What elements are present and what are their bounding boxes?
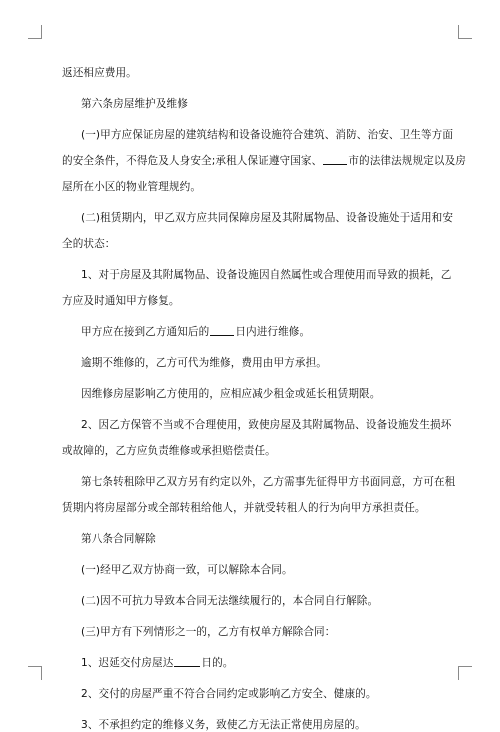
text-line: 3、不承担约定的维修义务，致使乙方无法正常使用房屋的。 xyxy=(81,719,366,731)
text-line: 返还相应费用。 xyxy=(62,67,137,79)
section-heading: 第八条合同解除 xyxy=(81,533,156,545)
text-line: (一)甲方应保证房屋的建筑结构和设备设施符合建筑、消防、治安、卫生等方面 xyxy=(81,129,454,141)
fill-in-blank xyxy=(323,154,347,165)
text-line: (三)甲方有下列情形之一的，乙方有权单方解除合同： xyxy=(81,626,336,638)
text-line: 逾期不维修的，乙方可代为维修，费用由甲方承担。 xyxy=(81,357,327,369)
text-segment: 的安全条件，不得危及人身安全;承租人保证遵守国家、 xyxy=(62,155,323,167)
text-line: 第七条转租除甲乙双方另有约定以外，乙方需事先征得甲方书面同意，方可在租 xyxy=(81,476,456,488)
text-line-with-blank xyxy=(81,656,233,670)
text-line: 2、交付的房屋严重不符合合同约定或影响乙方安全、健康的。 xyxy=(81,688,377,700)
crop-mark-top-right-h xyxy=(458,38,472,39)
text-line: 因维修房屋影响乙方使用的，应相应减少租金或延长租赁期限。 xyxy=(81,388,381,400)
fill-in-blank xyxy=(174,656,200,667)
crop-mark-bottom-left-h xyxy=(28,666,42,667)
crop-mark-top-left-h xyxy=(28,38,42,39)
text-line: 2、因乙方保管不当或不合理使用，致使房屋及其附属物品、设备设施发生损坏 xyxy=(81,419,452,431)
text-segment: 甲方应在接到乙方通知后的 xyxy=(81,326,210,338)
fill-in-blank xyxy=(210,325,234,336)
text-line-with-blank xyxy=(81,325,310,339)
text-line: 或故障的，乙方应负责维修或承担赔偿责任。 xyxy=(62,445,276,457)
text-line: 1、对于房屋及其附属物品、设备设施因自然属性或合理使用而导致的损耗，乙 xyxy=(81,269,452,281)
text-line: 方应及时通知甲方修复。 xyxy=(62,295,180,307)
section-heading: 第六条房屋维护及维修 xyxy=(81,98,188,110)
text-segment: 1、迟延交付房屋达 xyxy=(81,657,174,669)
crop-mark-top-right-v xyxy=(458,25,459,39)
text-line: (二)租赁期内，甲乙双方应共同保障房屋及其附属物品、设备设施处于适用和安 xyxy=(81,212,454,224)
text-segment: 日内进行维修。 xyxy=(235,326,311,338)
text-line: 屋所在小区的物业管理规约。 xyxy=(62,181,202,193)
text-line: (二)因不可抗力导致本合同无法继续履行的，本合同自行解除。 xyxy=(81,595,379,607)
text-line-with-blank xyxy=(62,154,466,168)
text-line: 全的状态： xyxy=(62,238,116,250)
crop-mark-top-left-v xyxy=(41,25,42,39)
text-line: 赁期内将房屋部分或全部转租给他人，并就受转租人的行为向甲方承担责任。 xyxy=(62,502,426,514)
crop-mark-bottom-right-h xyxy=(458,666,472,667)
text-line: (一)经甲乙双方协商一致，可以解除本合同。 xyxy=(81,564,293,576)
crop-mark-bottom-right-v xyxy=(458,666,459,680)
crop-mark-bottom-left-v xyxy=(41,666,42,680)
text-segment: 日的。 xyxy=(201,657,234,669)
text-segment: 市的法律法规规定以及房 xyxy=(348,155,466,167)
